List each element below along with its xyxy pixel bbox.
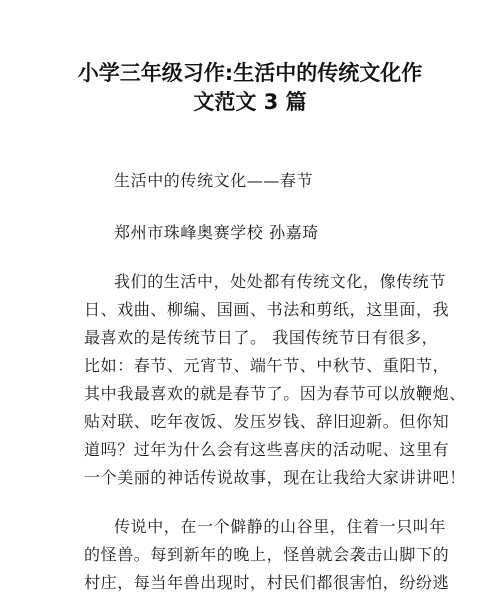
document-title-line-1: 小学三年级习作:生活中的传统文化作 — [77, 61, 423, 85]
paragraph-line: 日、戏曲、柳编、国画、书法和剪纸，这里面，我 — [84, 300, 450, 319]
paragraph-line: 的怪兽。每到新年的晚上，怪兽就会袭击山脚下的 — [84, 545, 450, 564]
paragraph-line: 比如：春节、元宵节、端午节、中秋节、重阳节， — [84, 356, 450, 375]
paragraph-line: 我们的生活中，处处都有传统文化，像传统节 — [114, 272, 447, 291]
paragraph-line: 传说中，在一个僻静的山谷里，住着一只叫年 — [114, 517, 447, 536]
paragraph-line: 最喜欢的是传统节日了。 我国传统节日有很多， — [84, 328, 439, 347]
paragraph-line: 村庄，每当年兽出现时，村民们都很害怕，纷纷逃 — [84, 573, 450, 592]
paragraph-line: 其中我最喜欢的就是春节了。因为春节可以放鞭炮、 — [84, 384, 466, 403]
paragraph-line: 道吗？过年为什么会有这些喜庆的活动呢、这里有 — [84, 440, 450, 459]
author-line: 郑州市珠峰奥赛学校 孙嘉琦 — [114, 223, 319, 242]
section-subtitle: 生活中的传统文化——春节 — [114, 171, 314, 190]
paragraph-line: 贴对联、吃年夜饭、发压岁钱、辞旧迎新。但你知 — [84, 412, 450, 431]
document-title-line-2: 文范文 3 篇 — [193, 90, 307, 114]
paragraph-line: 一个美丽的神话传说故事，现在让我给大家讲讲吧！ — [84, 468, 466, 487]
